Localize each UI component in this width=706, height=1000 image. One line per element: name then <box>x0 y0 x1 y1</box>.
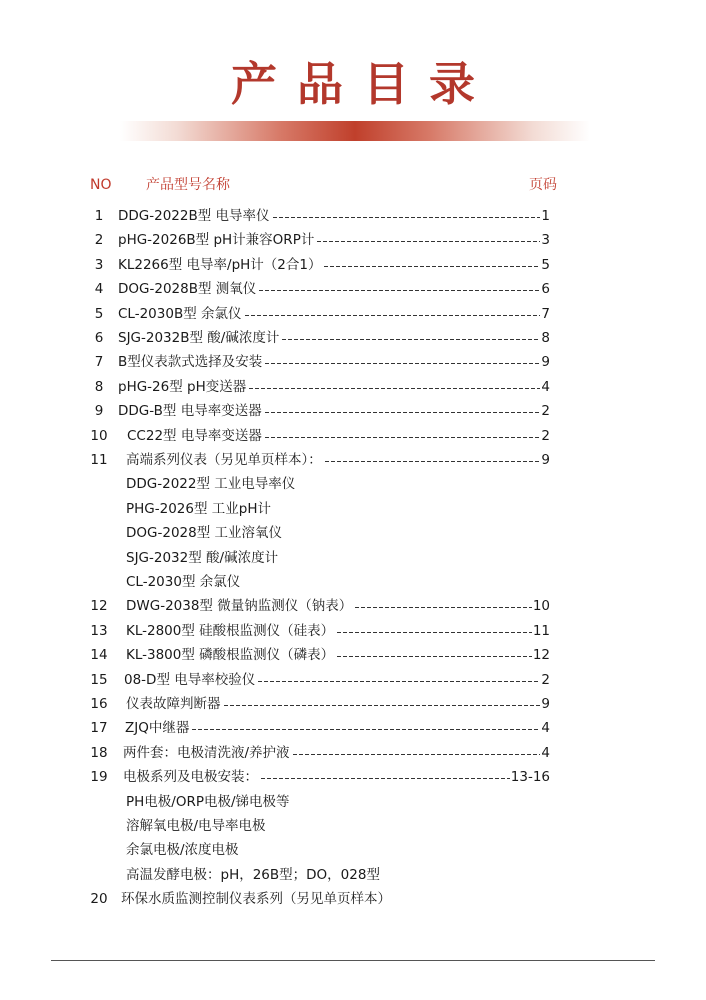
entry-page-number: 9 <box>541 696 550 712</box>
entry-number: 18 <box>90 744 108 761</box>
entry-title: DDG-2022B型 电导率仪 <box>118 208 270 224</box>
entry-page-number: 8 <box>541 330 550 346</box>
entry-title: DWG-2038型 微量钠监测仪（钠表） <box>126 598 353 615</box>
toc-entry <box>0 375 706 399</box>
entry-number: 7 <box>94 354 104 371</box>
entry-number: 16 <box>90 696 108 712</box>
entry-page-number: 2 <box>541 671 550 688</box>
entry-page-number: 4 <box>541 378 550 395</box>
dotted-leader <box>324 266 540 267</box>
entry-number: 1 <box>94 208 104 224</box>
dotted-leader <box>265 363 540 364</box>
column-header-page: 页码 <box>529 177 557 193</box>
toc-sub-entry <box>0 570 706 594</box>
entry-title: 两件套：电极清洗液/养护液 <box>123 744 290 761</box>
dotted-leader <box>192 729 540 730</box>
dotted-leader <box>259 290 540 291</box>
dotted-leader <box>355 607 532 608</box>
dotted-leader <box>293 754 541 755</box>
entry-title: 电极系列及电极安装： <box>123 769 258 786</box>
entry-page-number: 6 <box>541 281 550 298</box>
sub-entry-title: PH电极/ORP电极/锑电极等 <box>126 793 290 810</box>
page-title: 产品目录 <box>231 57 495 111</box>
toc-sub-entry <box>0 472 706 496</box>
entry-page-number: 7 <box>541 305 550 322</box>
entry-title: 08-D型 电导率校验仪 <box>124 671 256 688</box>
sub-entry-title: SJG-2032型 酸/碱浓度计 <box>126 549 279 566</box>
entry-number: 8 <box>94 378 104 395</box>
dotted-leader <box>258 681 540 682</box>
entry-number: 10 <box>90 427 108 444</box>
sub-entry-title: 溶解氧电极/电导率电极 <box>126 818 266 834</box>
entry-number: 6 <box>94 330 104 346</box>
column-header-name: 产品型号名称 <box>146 177 230 193</box>
entry-title: DDG-B型 电导率变送器 <box>118 403 262 420</box>
entry-page-number: 9 <box>541 354 550 371</box>
toc-entry <box>0 399 706 423</box>
toc-entry <box>0 228 706 252</box>
dotted-leader <box>245 315 541 316</box>
entry-page-number: 9 <box>541 452 550 468</box>
toc-entry <box>0 326 706 350</box>
entry-page-number: 11 <box>532 622 550 639</box>
toc-entry <box>0 741 706 765</box>
entry-title: CC22型 电导率变送器 <box>127 427 262 444</box>
entry-number: 13 <box>90 622 108 639</box>
entry-number: 9 <box>94 403 104 420</box>
sub-entry-title: 余氯电极/浓度电极 <box>126 842 239 859</box>
entry-number: 19 <box>90 769 108 786</box>
entry-title: KL2266型 电导率/pH计（2合1） <box>118 256 322 273</box>
title-decoration-bar <box>120 121 590 141</box>
dotted-leader <box>224 705 541 706</box>
entry-title: KL-2800型 硅酸根监测仪（硅表） <box>126 622 335 639</box>
toc-sub-entry <box>0 546 706 570</box>
entry-page-number: 5 <box>541 256 550 273</box>
entry-title: pHG-26型 pH变送器 <box>118 378 247 395</box>
entry-title: 环保水质监测控制仪表系列（另见单页样本） <box>121 891 391 908</box>
entry-number: 2 <box>94 232 104 249</box>
toc-entry <box>0 594 706 618</box>
toc-entry <box>0 424 706 448</box>
entry-page-number: 10 <box>532 598 550 615</box>
entry-title: KL-3800型 磷酸根监测仪（磷表） <box>126 647 335 664</box>
entry-page-number: 2 <box>541 427 550 444</box>
entry-title: DOG-2028B型 测氧仪 <box>118 281 257 298</box>
entry-title: 仪表故障判断器 <box>126 696 221 712</box>
toc-entry <box>0 253 706 277</box>
sub-entry-title: PHG-2026型 工业pH计 <box>126 500 271 517</box>
entry-page-number: 4 <box>541 744 550 761</box>
sub-entry-title: DDG-2022型 工业电导率仪 <box>126 476 296 493</box>
footer-divider <box>51 960 655 961</box>
entry-title: SJG-2032B型 酸/碱浓度计 <box>118 330 280 346</box>
entry-page-number: 12 <box>532 647 550 664</box>
toc-sub-entry <box>0 521 706 545</box>
entry-title: ZJQ中继器 <box>125 720 190 737</box>
toc-entry <box>0 692 706 716</box>
toc-entry <box>0 643 706 667</box>
dotted-leader <box>261 778 510 779</box>
entry-number: 4 <box>94 281 104 298</box>
toc-entry <box>0 350 706 374</box>
toc-sub-entry <box>0 814 706 838</box>
entry-number: 11 <box>90 452 108 468</box>
dotted-leader <box>273 217 541 218</box>
entry-title: pHG-2026B型 pH计兼容ORP计 <box>118 232 315 249</box>
entry-number: 5 <box>94 305 104 322</box>
entry-number: 14 <box>90 647 108 664</box>
dotted-leader <box>317 241 540 242</box>
toc-sub-entry <box>0 863 706 887</box>
toc-entry <box>0 668 706 692</box>
entry-title: 高端系列仪表（另见单页样本）： <box>126 452 322 468</box>
entry-number: 3 <box>94 256 104 273</box>
dotted-leader <box>282 339 540 340</box>
column-header-no: NO <box>90 177 112 193</box>
toc-entry <box>0 619 706 643</box>
sub-entry-title: 高温发酵电极：pH，26B型；DO，028型 <box>126 866 380 883</box>
sub-entry-title: CL-2030型 余氯仪 <box>126 574 241 590</box>
entry-page-number: 1 <box>541 208 550 224</box>
dotted-leader <box>265 437 541 438</box>
entry-page-number: 3 <box>541 232 550 249</box>
toc-entry <box>0 277 706 301</box>
toc-entry <box>0 302 706 326</box>
sub-entry-title: DOG-2028型 工业溶氧仪 <box>126 525 283 542</box>
dotted-leader <box>337 632 532 633</box>
toc-entry <box>0 204 706 228</box>
toc-sub-entry <box>0 497 706 521</box>
dotted-leader <box>337 656 532 657</box>
toc-entry <box>0 765 706 789</box>
toc-sub-entry <box>0 838 706 862</box>
dotted-leader <box>265 412 541 413</box>
entry-title: B型仪表款式选择及安装 <box>118 354 263 371</box>
toc-entry <box>0 448 706 472</box>
toc-entry <box>0 716 706 740</box>
entry-number: 12 <box>90 598 108 615</box>
toc-entry <box>0 887 706 911</box>
dotted-leader <box>325 461 541 462</box>
entry-page-number: 2 <box>541 403 550 420</box>
entry-number: 17 <box>90 720 108 737</box>
entry-title: CL-2030B型 余氯仪 <box>118 305 242 322</box>
dotted-leader <box>249 388 540 389</box>
entry-number: 15 <box>90 671 108 688</box>
entry-page-number: 4 <box>541 720 550 737</box>
toc-sub-entry <box>0 790 706 814</box>
entry-page-number: 13-16 <box>510 769 550 786</box>
entry-number: 20 <box>90 891 108 908</box>
